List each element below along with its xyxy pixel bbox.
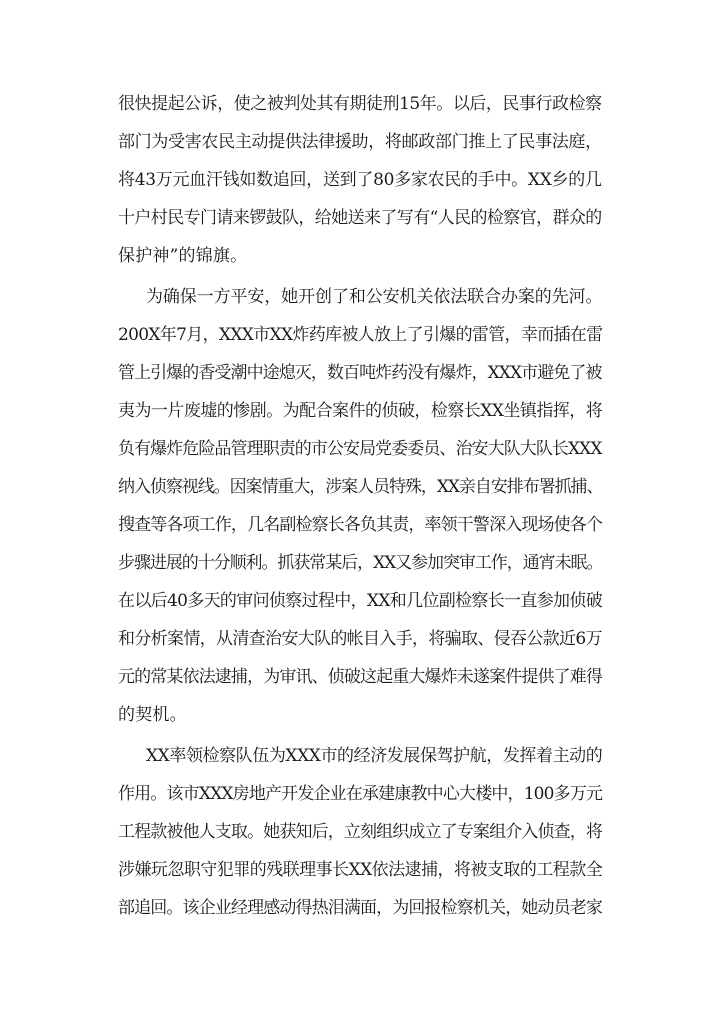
text-line: 元的常某依法逮捕，为审讯、侦破这起重大爆炸未遂案件提供了难得	[118, 667, 602, 687]
text-line: 在以后40多天的审问侦察过程中，XX和几位副检察长一直参加侦破	[118, 591, 603, 611]
text-line: 的契机。	[118, 705, 187, 725]
text-line: 涉嫌玩忽职守犯罪的残联理事长XX依法逮捕，将被支取的工程款全	[118, 860, 603, 880]
text-line: 夷为一片废墟的惨剧。为配合案件的侦破，检察长XX坐镇指挥，将	[118, 401, 603, 421]
text-line: 部门为受害农民主动提供法律援助，将邮政部门推上了民事法庭，	[118, 132, 602, 152]
text-line: 将43万元血汗钱如数追回，送到了80多家农民的手中。XX乡的几	[118, 170, 602, 190]
text-line: 保护神”的锦旗。	[118, 246, 248, 266]
text-line: 和分析案情，从清查治安大队的帐目入手，将骗取、侵吞公款近6万	[118, 629, 602, 649]
text-line: 步骤进展的十分顺利。抓获常某后，XX又参加突审工作，通宵未眠。	[118, 553, 603, 573]
text-line: 管上引爆的香受潮中途熄灭，数百吨炸药没有爆炸，XXX市避免了被	[118, 363, 602, 383]
paragraph-first-line: 为确保一方平安，她开创了和公安机关依法联合办案的先河。	[146, 287, 603, 307]
text-line: 十户村民专门请来锣鼓队，给她送来了写有“人民的检察官，群众的	[118, 208, 602, 228]
paragraph-first-line: XX率领检察队伍为XXX市的经济发展保驾护航，发挥着主动的	[146, 746, 603, 766]
text-line: 200X年7月，XXX市XX炸药库被人放上了引爆的雷管，幸而插在雷	[118, 325, 603, 345]
text-line: 搜查等各项工作，几名副检察长各负其责，率领干警深入现场使各个	[118, 515, 602, 535]
text-line: 工程款被他人支取。她获知后，立刻组织成立了专案组介入侦查，将	[118, 822, 602, 842]
text-line: 负有爆炸危险品管理职责的市公安局党委委员、治安大队大队长XXX	[118, 439, 602, 459]
text-line: 很快提起公诉，使之被判处其有期徒刑15年。以后，民事行政检察	[118, 94, 602, 114]
text-line: 纳入侦察视线。因案情重大，涉案人员特殊，XX亲自安排布署抓捕、	[118, 477, 603, 497]
text-line: 作用。该市XXX房地产开发企业在承建康教中心大楼中，100多万元	[118, 784, 603, 804]
text-line: 部追回。该企业经理感动得热泪满面，为回报检察机关，她动员老家	[118, 898, 602, 918]
